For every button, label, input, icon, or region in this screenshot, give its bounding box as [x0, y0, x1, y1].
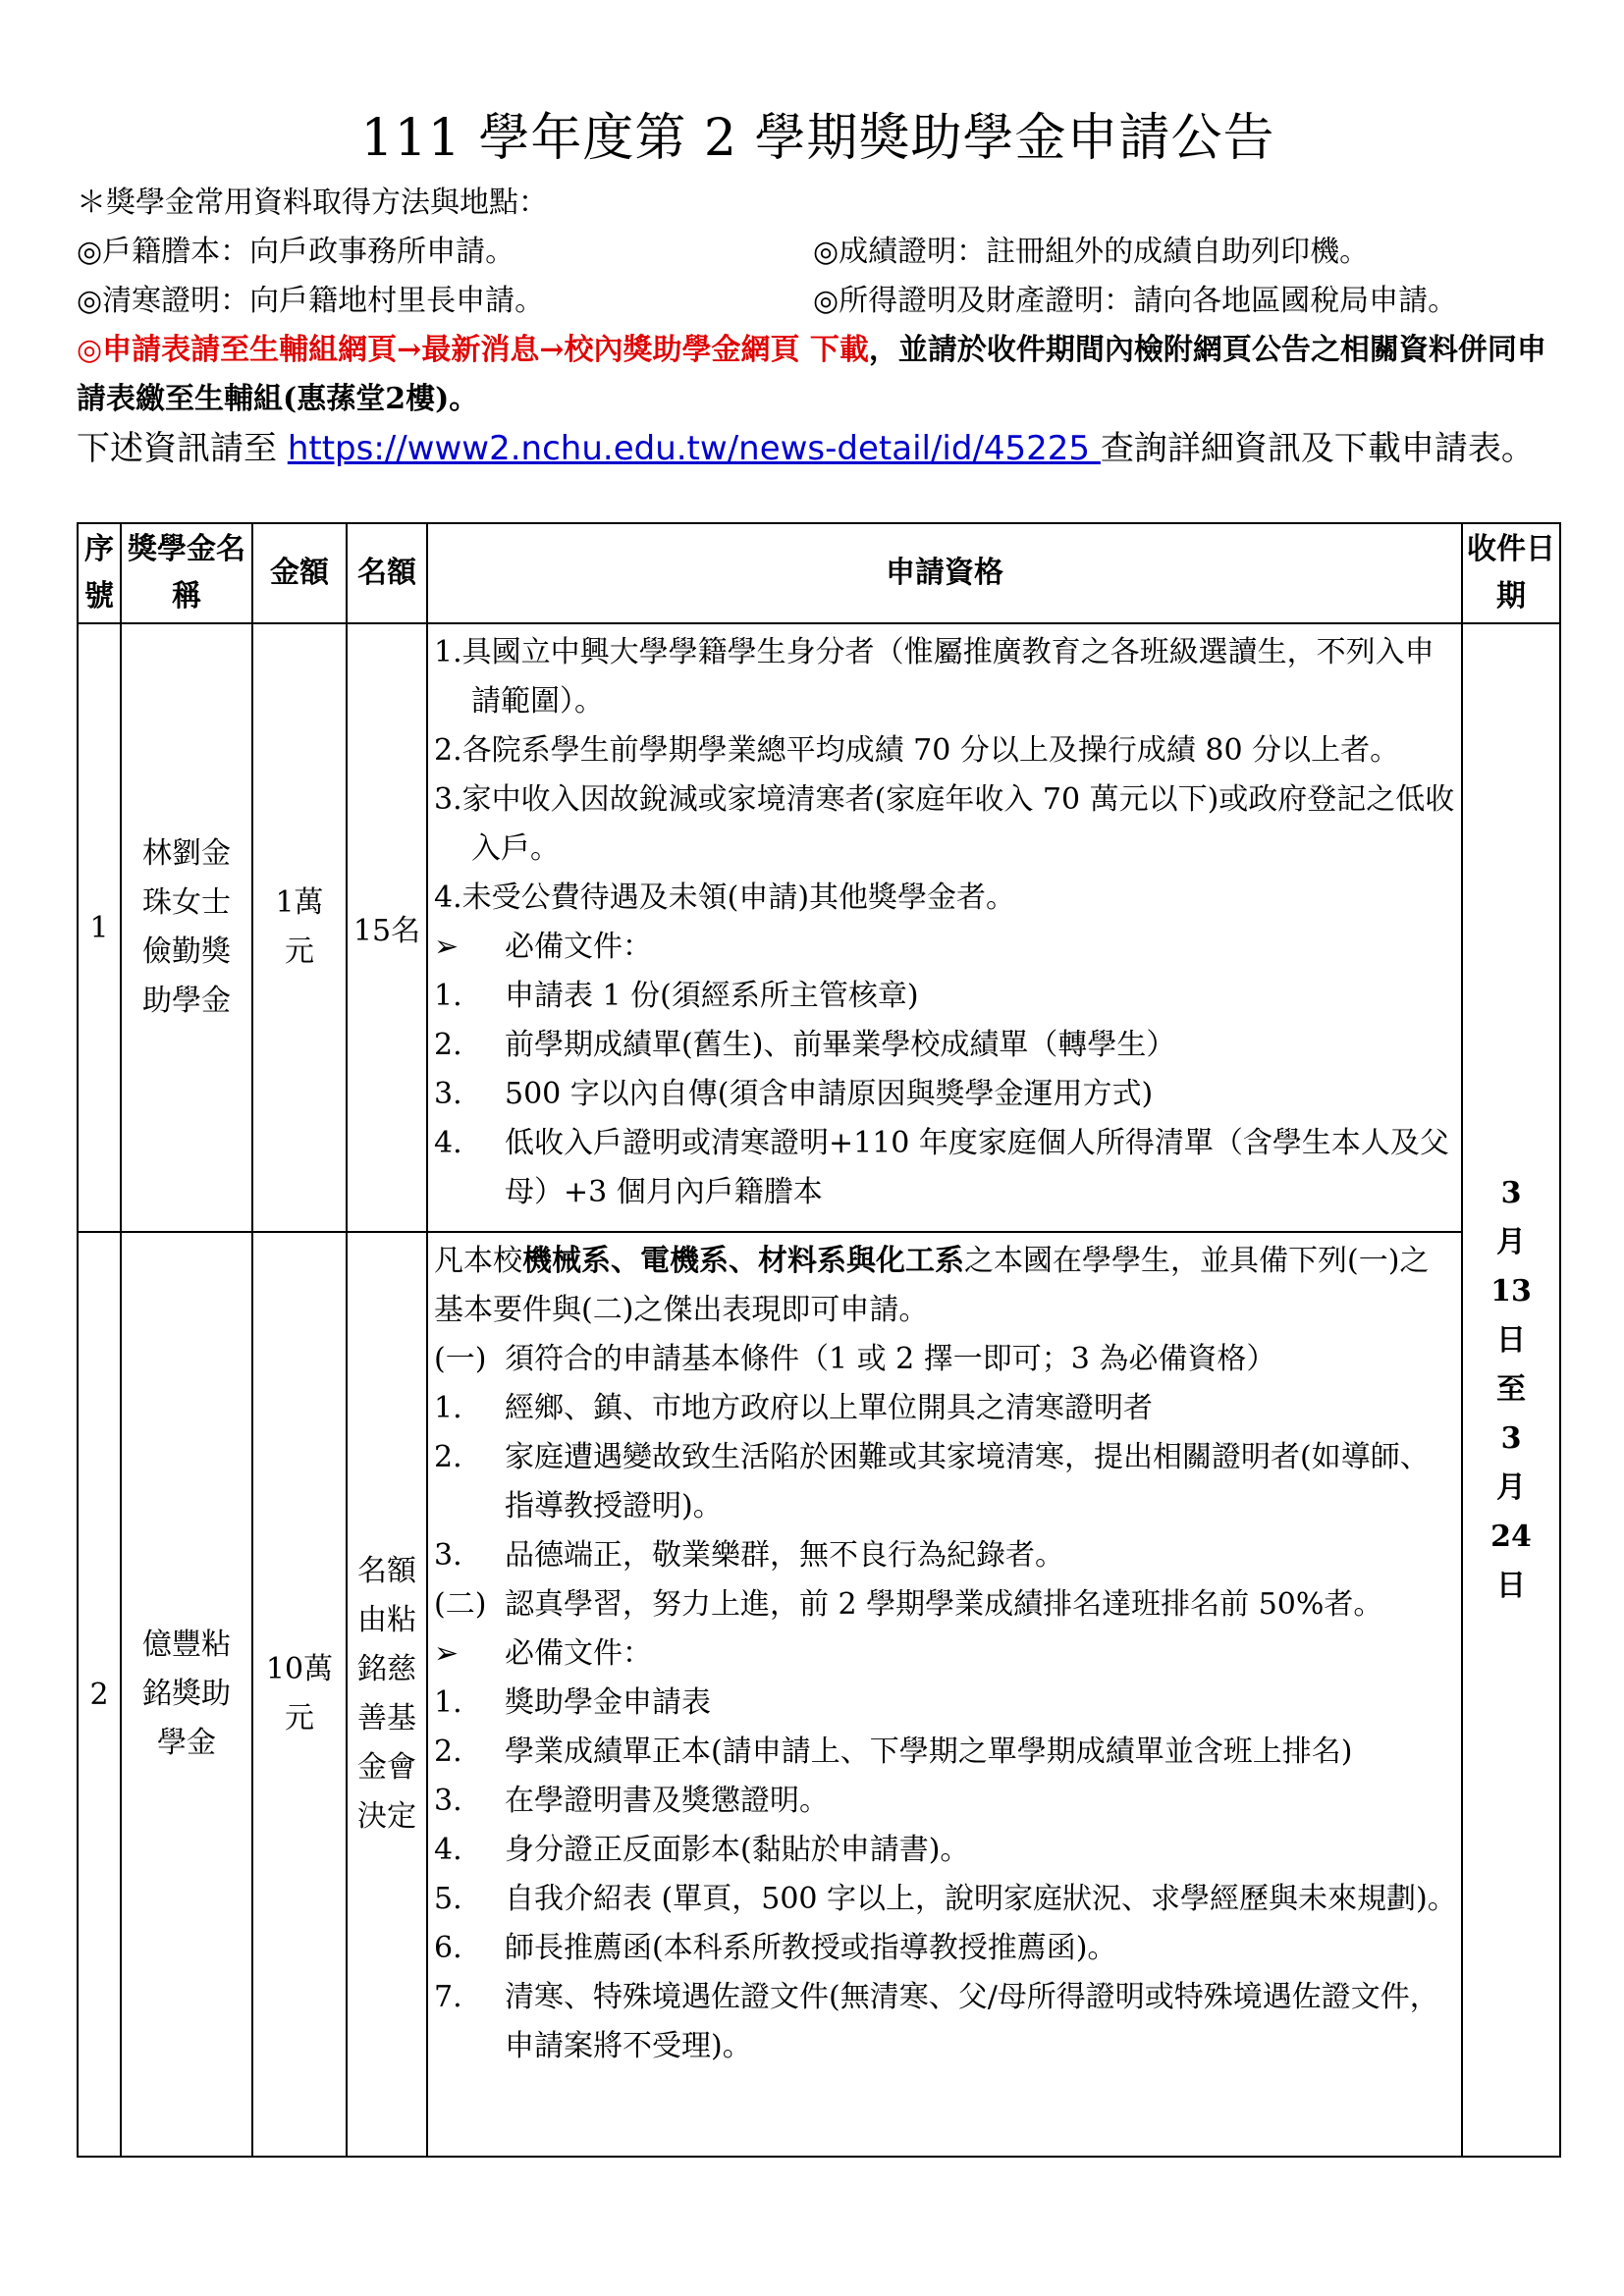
link-line [77, 424, 1559, 473]
date-char: 月 [1496, 1470, 1526, 1505]
table-row [78, 1232, 1560, 2157]
date-char: 3 [1500, 1421, 1522, 1456]
qual-text: 身分證正反面影本(黏貼於申請書)。 [505, 1833, 970, 1867]
qual-number: 1. [434, 1685, 462, 1720]
qual-item [434, 1826, 1457, 1875]
qual-number: 4. [434, 1126, 462, 1160]
arrow-icon: ➢ [434, 930, 460, 964]
intro-heading: ＊獎學金常用資料取得方法與地點： [77, 186, 548, 220]
qual-text: 必備文件： [505, 1636, 652, 1671]
qual-item [434, 1629, 1457, 1679]
qual-item [434, 1924, 1457, 1973]
qual-number: 3. [434, 1538, 462, 1573]
date-char: 日 [1496, 1569, 1526, 1603]
row-no: 2 [78, 1232, 121, 2157]
header-amount: 金額 [252, 523, 347, 623]
intro-item: ◎清寒證明：向戶籍地村里長申請。 [77, 284, 545, 318]
qual-number: 2. [434, 1028, 462, 1062]
qual-number: (一) [434, 1342, 487, 1376]
date-char: 至 [1496, 1372, 1526, 1407]
qual-item [434, 972, 1457, 1021]
qual-text: 低收入戶證明或清寒證明+110 年度家庭個人所得清單（含學生本人及父母）+3 個月內戶籍謄本 [505, 1126, 1449, 1209]
qual-text: 獎助學金申請表 [505, 1685, 711, 1720]
intro-pre: 凡本校 [434, 1244, 522, 1278]
qual-text: 在學證明書及獎懲證明。 [505, 1784, 829, 1818]
qual-item [434, 1021, 1457, 1070]
qual-item [434, 1335, 1457, 1384]
row-amount: 1萬元 [252, 623, 347, 1232]
table-row [78, 623, 1560, 1232]
intro-row [77, 228, 1559, 277]
row-no: 1 [78, 623, 121, 1232]
qual-item [434, 1777, 1457, 1826]
intro-departments: 機械系、電機系、材料系與化工系 [522, 1244, 964, 1278]
qual-number: 4. [434, 1833, 462, 1867]
header-quota: 名額 [347, 523, 427, 623]
qual-item [434, 1679, 1457, 1728]
qual-text: 品德端正，敬業樂群，無不良行為紀錄者。 [505, 1538, 1064, 1573]
qual-item [434, 1580, 1457, 1629]
qual-number: 7. [434, 1980, 462, 2014]
row-quota: 15名 [347, 623, 427, 1232]
qual-text: 須符合的申請基本條件（1 或 2 擇一即可；3 為必備資格） [505, 1342, 1276, 1376]
qual-number: 2. [434, 1735, 462, 1769]
date-char: 24 [1490, 1520, 1532, 1554]
intro-section [77, 179, 1559, 473]
intro-post: 之本國在學學生，並具備下列(一)之基本要件與(二)之傑出表現即可申請。 [434, 1244, 1430, 1327]
qual-text: 家庭遭遇變故致生活陷於困難或其家境清寒，提出相關證明者(如導師、指導教授證明)。 [505, 1440, 1430, 1523]
qual-text: 經鄉、鎮、市地方政府以上單位開具之清寒證明者 [505, 1391, 1153, 1425]
qual-item: 2.各院系學生前學期學業總平均成績 70 分以上及操行成績 80 分以上者。 [434, 733, 1400, 768]
date-char: 月 [1496, 1225, 1526, 1259]
header-date: 收件日期 [1462, 523, 1560, 623]
row-amount: 10萬元 [252, 1232, 347, 2157]
row-quota: 名額由粘銘慈善基金會決定 [347, 1232, 427, 2157]
date-char: 13 [1490, 1274, 1532, 1308]
date-char: 日 [1496, 1323, 1526, 1358]
qual-number: 1. [434, 979, 462, 1013]
qual-text: 500 字以內自傳(須含申請原因與獎學金運用方式) [505, 1077, 1154, 1111]
row-name: 林劉金珠女士儉勤獎助學金 [121, 623, 252, 1232]
qual-item: 3.家中收入因故銳減或家境清寒者(家庭年收入 70 萬元以下)或政府登記之低收入戶。 [434, 782, 1455, 866]
qual-number: 6. [434, 1931, 462, 1965]
qual-text: 必備文件： [505, 930, 652, 964]
date-char: 3 [1500, 1176, 1522, 1210]
download-note-red: ◎申請表請至生輔組網頁→最新消息→校內獎助學金網頁 下載 [77, 333, 869, 367]
qual-item [434, 1973, 1457, 2071]
qual-number: 2. [434, 1440, 462, 1474]
qual-text: 前學期成績單(舊生)、前畢業學校成績單（轉學生） [505, 1028, 1176, 1062]
header-qualification: 申請資格 [427, 523, 1462, 623]
collection-date [1462, 623, 1560, 2157]
link-suffix: 查詢詳細資訊及下載申請表。 [1100, 429, 1535, 468]
qual-number: 1. [434, 1391, 462, 1425]
download-note [77, 326, 1559, 424]
qual-number: (二) [434, 1587, 487, 1622]
table-header-row [78, 523, 1560, 623]
qual-text: 申請表 1 份(須經系所主管核章) [505, 979, 919, 1013]
qual-item [434, 1070, 1457, 1119]
qual-item [434, 1433, 1457, 1531]
intro-item: ◎戶籍謄本：向戶政事務所申請。 [77, 235, 515, 269]
qual-number: 5. [434, 1882, 462, 1916]
qual-item [434, 1384, 1457, 1433]
page-title: 111 學年度第 2 學期獎助學金申請公告 [360, 109, 1275, 168]
intro-item: ◎所得證明及財產證明：請向各地區國稅局申請。 [813, 284, 1458, 318]
intro-row [77, 277, 1559, 326]
qual-item [434, 1531, 1457, 1580]
qual-item [434, 1728, 1457, 1777]
qual-number: 3. [434, 1784, 462, 1818]
intro-item: ◎成績證明：註冊組外的成績自助列印機。 [813, 235, 1370, 269]
scholarship-table [77, 522, 1561, 2158]
header-name: 獎學金名稱 [121, 523, 252, 623]
qual-text: 自我介紹表 (單頁，500 字以上，說明家庭狀況、求學經歷與未來規劃)。 [505, 1882, 1457, 1916]
qual-text: 學業成績單正本(請申請上、下學期之單學期成績單並含班上排名) [505, 1735, 1353, 1769]
qual-item: 1.具國立中興大學學籍學生身分者（惟屬推廣教育之各班級選讀生，不列入申請範圍）。 [434, 635, 1435, 719]
qual-item [434, 1875, 1457, 1924]
link-prefix: 下述資訊請至 [77, 429, 288, 468]
qual-text: 清寒、特殊境遇佐證文件(無清寒、父/母所得證明或特殊境遇佐證文件，申請案將不受理)。 [505, 1980, 1439, 2063]
news-link[interactable]: https://www2.nchu.edu.tw/news-detail/id/45225 [287, 429, 1101, 468]
arrow-icon: ➢ [434, 1636, 460, 1671]
header-no: 序號 [78, 523, 121, 623]
qual-item [434, 923, 1457, 972]
row-name: 億豐粘銘獎助學金 [121, 1232, 252, 2157]
qual-item [434, 1119, 1457, 1217]
qual-item: 4.未受公費待遇及未領(申請)其他獎學金者。 [434, 881, 1016, 915]
row-qualification [427, 623, 1462, 1232]
qual-intro [434, 1237, 1457, 1335]
qual-number: 3. [434, 1077, 462, 1111]
qual-text: 師長推薦函(本科系所教授或指導教授推薦函)。 [505, 1931, 1117, 1965]
row-qualification [427, 1232, 1462, 2157]
qual-text: 認真學習，努力上進，前 2 學期學業成績排名達班排名前 50%者。 [505, 1587, 1383, 1622]
download-note-rest: ，並請於收件期間內檢附網頁公告之相關資料併同申請表繳至生輔組(惠蓀堂2樓)。 [77, 333, 1546, 416]
